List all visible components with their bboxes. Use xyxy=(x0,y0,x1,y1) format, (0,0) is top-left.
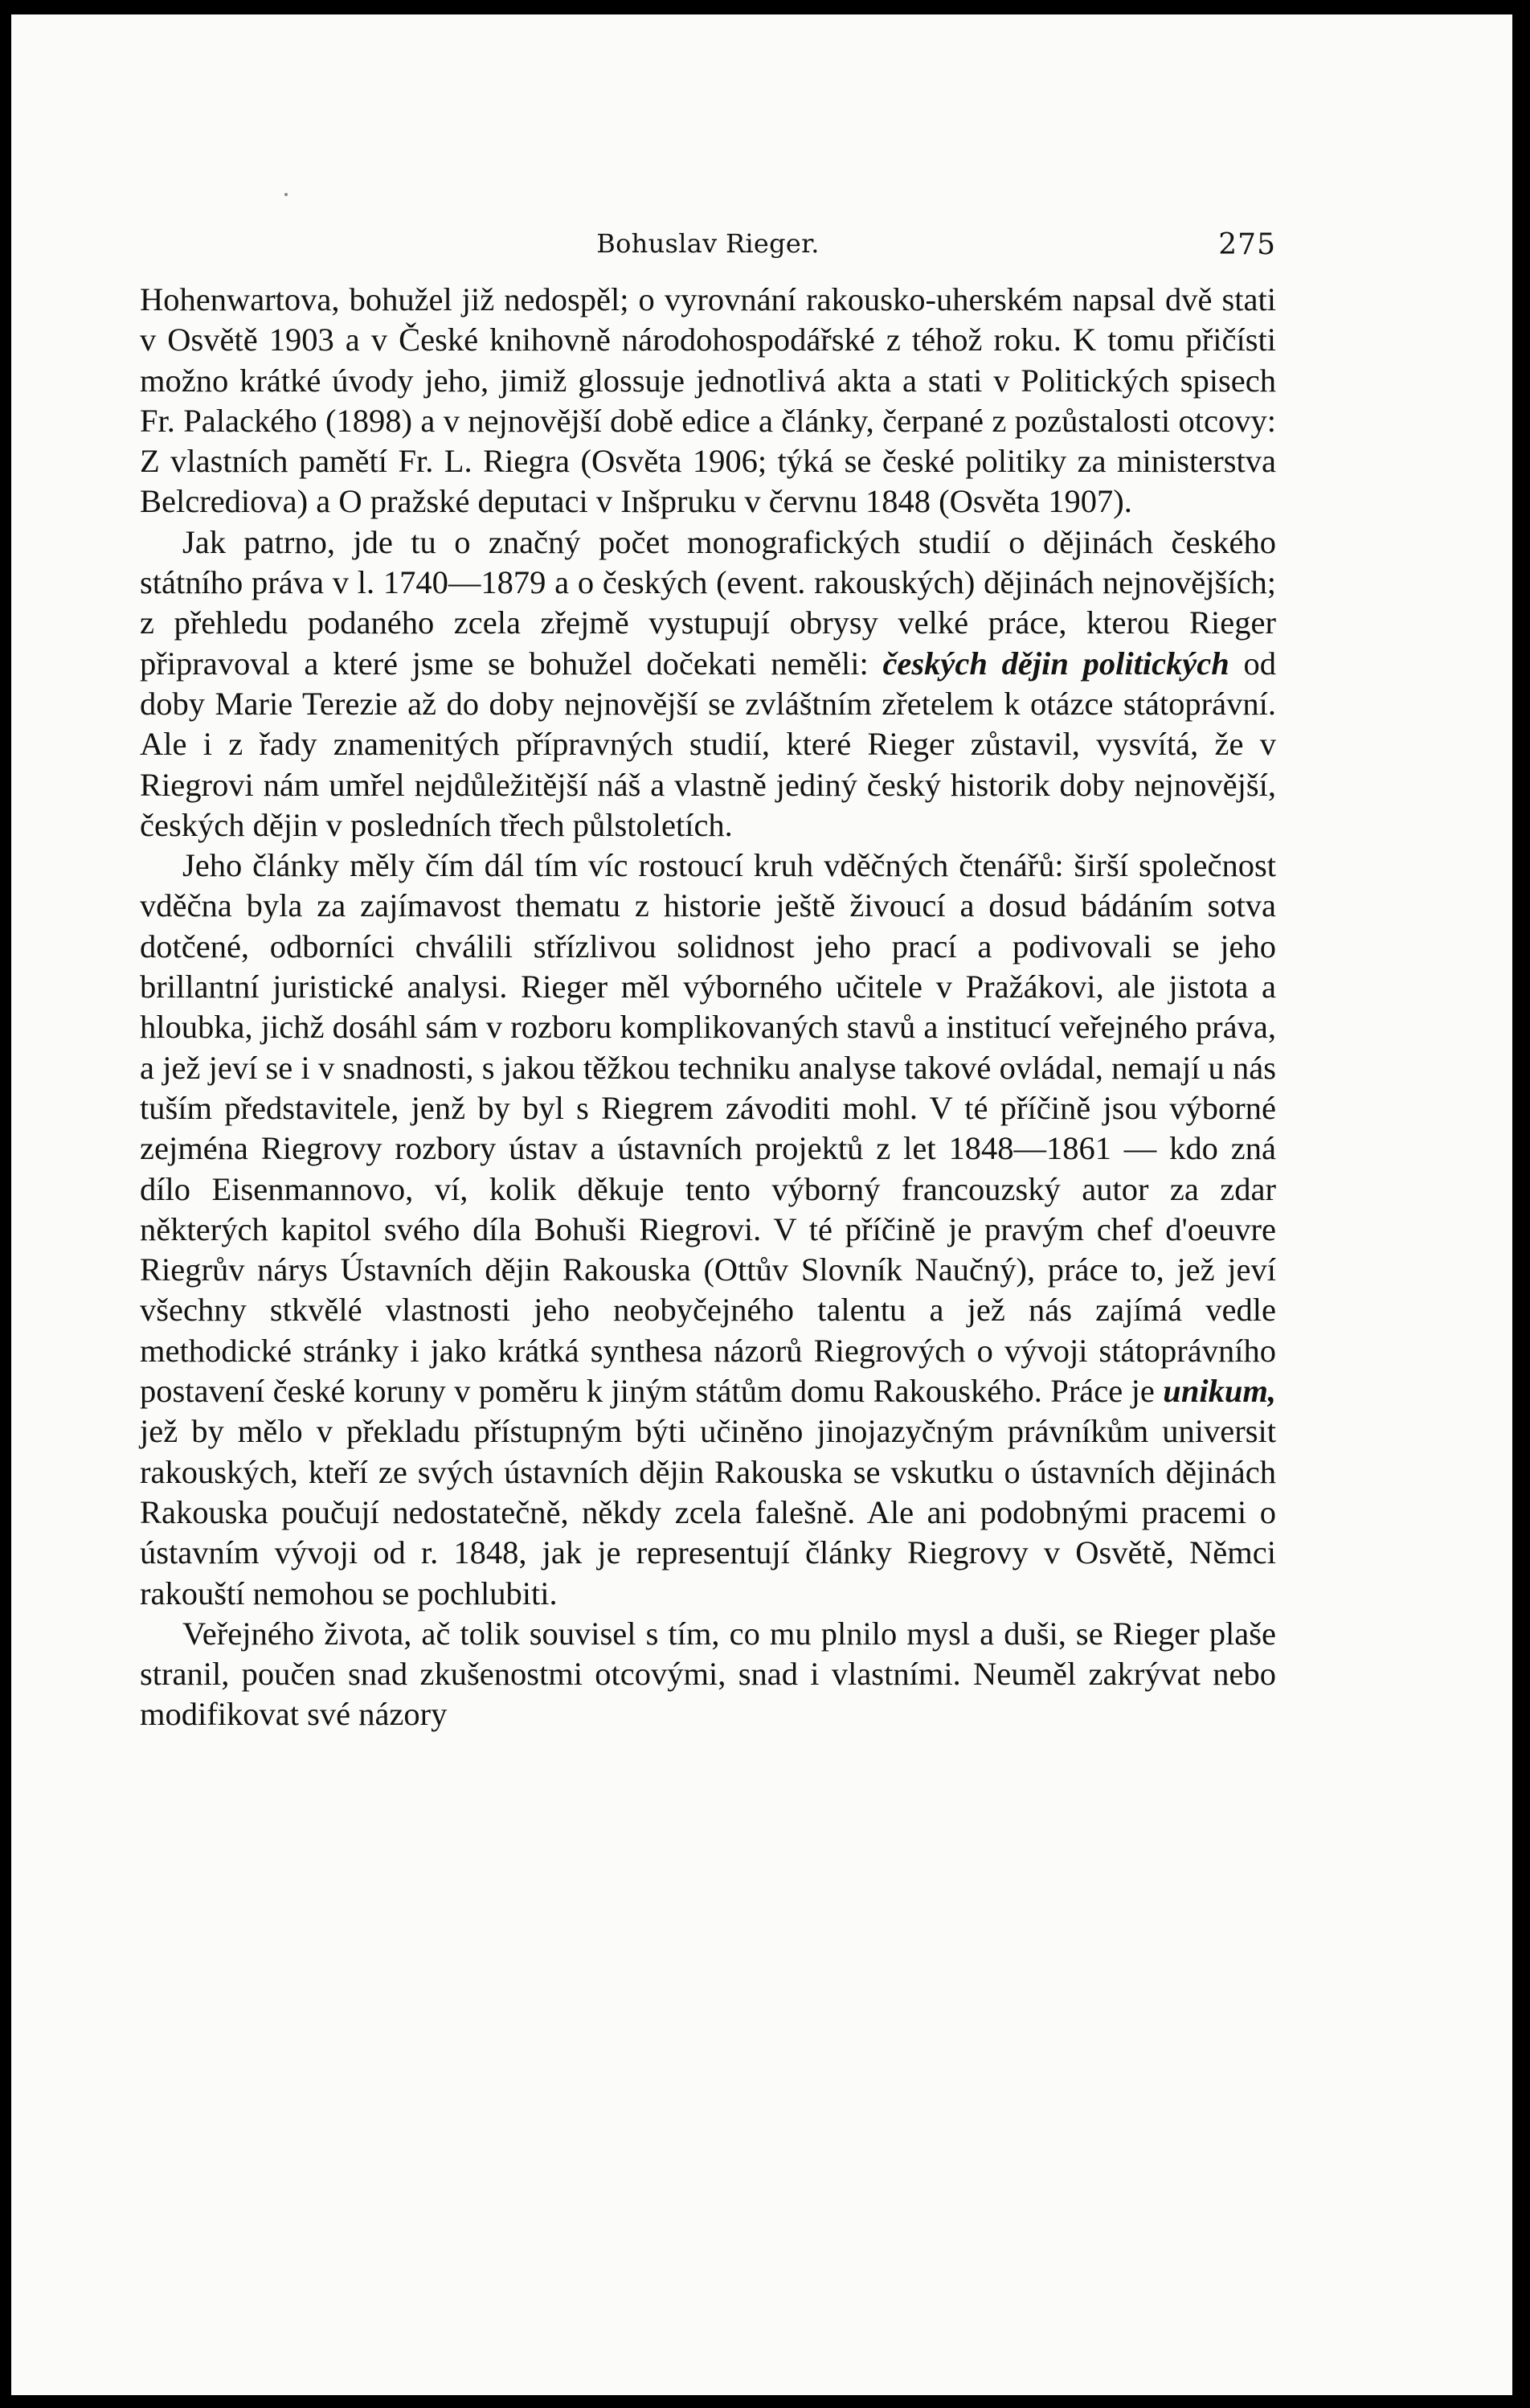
print-speck xyxy=(284,193,288,196)
paragraph-3 xyxy=(140,846,1276,1614)
book-page xyxy=(11,14,1512,2395)
paragraph-3-text-before: Jeho články měly čím dál tím víc rostoucí kruh vděčných čtenářů: širší společnost vděčna byla za zajímavost thematu z historie ještě živoucí a dosud bádáním sotva dotčené, odborníci chválili střízlivou solidnost jeho prací a podivovali se jeho brillantní juristické analysi. Rieger měl výborného učitele v Pražákovi, ale jistota a hloubka, jichž dosáhl sám v rozboru komplikovaných stavů a institucí veřejného práva, a jež jeví se i v snadnosti, s jakou těžkou techniku analyse takové ovládal, nemají u nás tuším představitele, jenž by byl s Riegrem závoditi mohl. V té příčině jsou výborné zejména Riegrovy rozbory ústav a ústavních projektů z let 1848—1861 — kdo zná dílo Eisenmannovo, ví, kolik děkuje tento výborný francouzský autor za zdar některých kapitol svého díla Bohuši Riegrovi. V té příčině je pravým chef d'oeuvre Riegrův nárys Ústavních dějin Rakouska (Ottův Slovník Naučný), práce to, jež jeví všechny stkvělé vlastnosti jeho neobyčejného talentu a jež nás zajímá vedle methodické stránky i jako krátká synthesa názorů Riegrových o vývoji státoprávního postavení české koruny v poměru k jiným státům domu Rakouského. Práce je xyxy=(140,847,1276,1410)
paragraph-2 xyxy=(140,522,1276,846)
paragraph-1: Hohenwartova, bohužel již nedospěl; o vyrovnání rakousko-uherském napsal dvě stati v Osvětě 1903 a v České knihovně národohospodářské z téhož roku. K tomu přičísti možno krátké úvody jeho, jimiž glossuje jednotlivá akta a stati v Politických spisech Fr. Palackého (1898) a v nejnovější době edice a články, čerpané z pozůstalosti otcovy: Z vlastních pamětí Fr. L. Riegra (Osvěta 1906; týká se české politiky za ministerstva Belcrediova) a O pražské deputaci v Inšpruku v červnu 1848 (Osvěta 1907). xyxy=(140,281,1276,520)
paragraph-2-text-before: Jak patrno, jde tu o značný počet monografických studií o dějinách českého státního práva v l. 1740—1879 a o českých (event. rakouských) dějinách nejnovějších; z přehledu podaného zcela zřejmě vystupují obrysy velké práce, kterou Rieger připravoval a které jsme se bohužel dočekati neměli: xyxy=(140,523,1276,682)
emphasis-unikum: unikum, xyxy=(1163,1373,1276,1410)
paragraph-4: Veřejného života, ač tolik souvisel s tím, co mu plnilo mysl a duši, se Rieger plaše stranil, poučen snad zkušenostmi otcovými, snad i vlastními. Neuměl zakrývat nebo modifikovat své názory xyxy=(140,1615,1276,1733)
page-header xyxy=(140,228,1276,268)
emphasis-czech-political-history: českých dějin politických xyxy=(882,645,1229,682)
body-text xyxy=(140,280,1276,1735)
running-title: Bohuslav Rieger. xyxy=(596,228,820,259)
paragraph-2-text-after: od doby Marie Terezie až do doby nejnovější se zvláštním zřetelem k otázce státoprávní. Ale i z řady znamenitých přípravných studií, které Rieger zůstavil, vysvítá, že v Riegrovi nám umřel nejdůležitější náš a vlastně jediný český historik doby nejnovější, českých dějin v posledních třech půlstoletích. xyxy=(140,645,1277,843)
page-number: 275 xyxy=(1218,228,1276,261)
paragraph-3-text-after: jež by mělo v překladu přístupným býti učiněno jinojazyčným právníkům universit rakouských, kteří ze svých ústavních dějin Rakouska se vskutku o ústavních dějinách Rakouska poučují nedostatečně, někdy zcela falešně. Ale ani podobnými pracemi o ústavním vývoji od r. 1848, jak je representují články Riegrovy v Osvětě, Němci rakouští nemohou se pochlubiti. xyxy=(140,1413,1276,1611)
